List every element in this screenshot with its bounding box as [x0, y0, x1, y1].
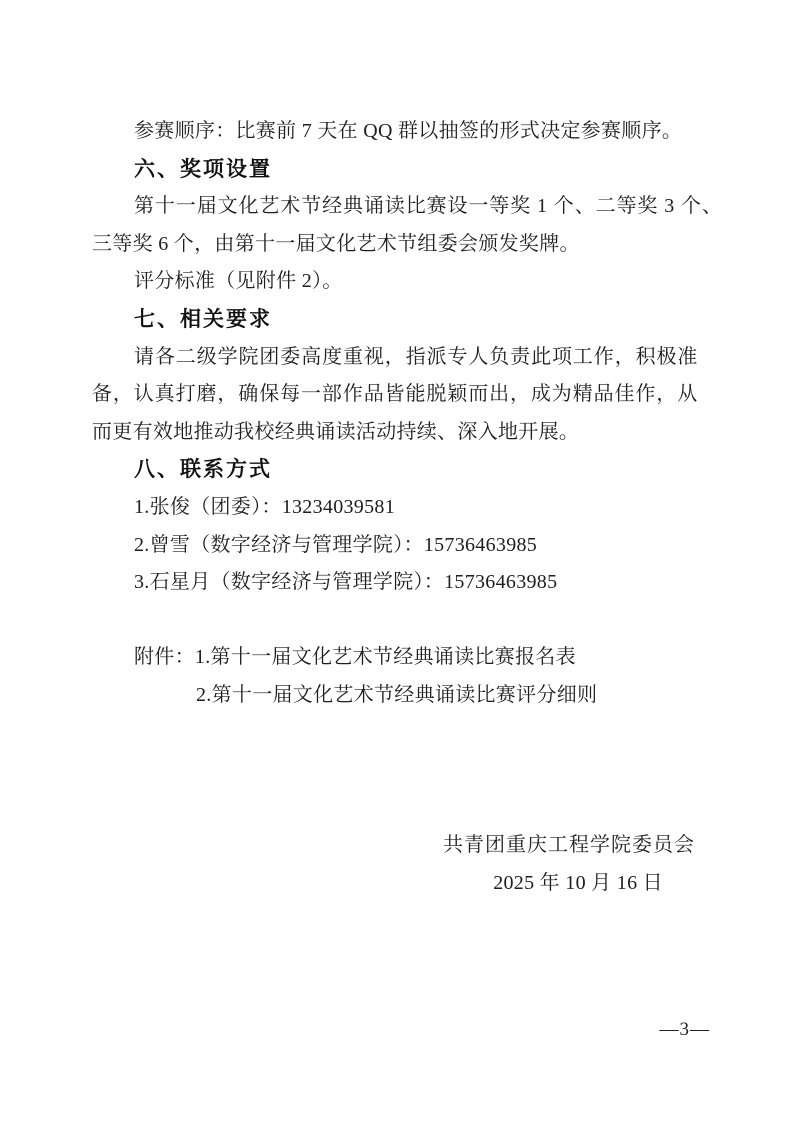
paragraph-awards-line2: 三等奖 6 个，由第十一届文化艺术节组委会颁发奖牌。	[92, 232, 580, 255]
paragraph-competition-order: 参赛顺序：比赛前 7 天在 QQ 群以抽签的形式决定参赛顺序。	[134, 120, 683, 142]
page-number: —3—	[659, 1019, 710, 1040]
paragraph-scoring-note: 评分标准（见附件 2）。	[134, 270, 343, 293]
paragraph-requirements-line2: 备，认真打磨，确保每一部作品皆能脱颖而出，成为精品佳作，从	[92, 383, 699, 406]
paragraph-awards-line1: 第十一届文化艺术节经典诵读比赛设一等奖 1 个、二等奖 3 个、	[134, 195, 723, 218]
signature-date: 2025 年 10 月 16 日	[493, 871, 663, 894]
attachment-item-2: 2.第十一届文化艺术节经典诵读比赛评分细则	[196, 683, 598, 706]
paragraph-requirements-line1: 请各二级学院团委高度重视，指派专人负责此项工作，积极准	[134, 345, 699, 368]
contact-item-1: 1.张俊（团委）：13234039581	[134, 495, 395, 518]
heading-related-requirements: 七、相关要求	[134, 307, 272, 331]
document-body	[92, 113, 723, 902]
attachment-item-1: 附件：1.第十一届文化艺术节经典诵读比赛报名表	[134, 646, 576, 669]
heading-awards-setup: 六、奖项设置	[134, 157, 272, 181]
contact-item-3: 3.石星月（数字经济与管理学院）：15736463985	[134, 571, 558, 594]
signature-organization: 共青团重庆工程学院委员会	[443, 834, 695, 857]
paragraph-requirements-line3: 而更有效地推动我校经典诵读活动持续、深入地开展。	[92, 420, 580, 443]
heading-contact-info: 八、联系方式	[134, 458, 272, 482]
contact-item-2: 2.曾雪（数字经济与管理学院）：15736463985	[134, 533, 538, 556]
